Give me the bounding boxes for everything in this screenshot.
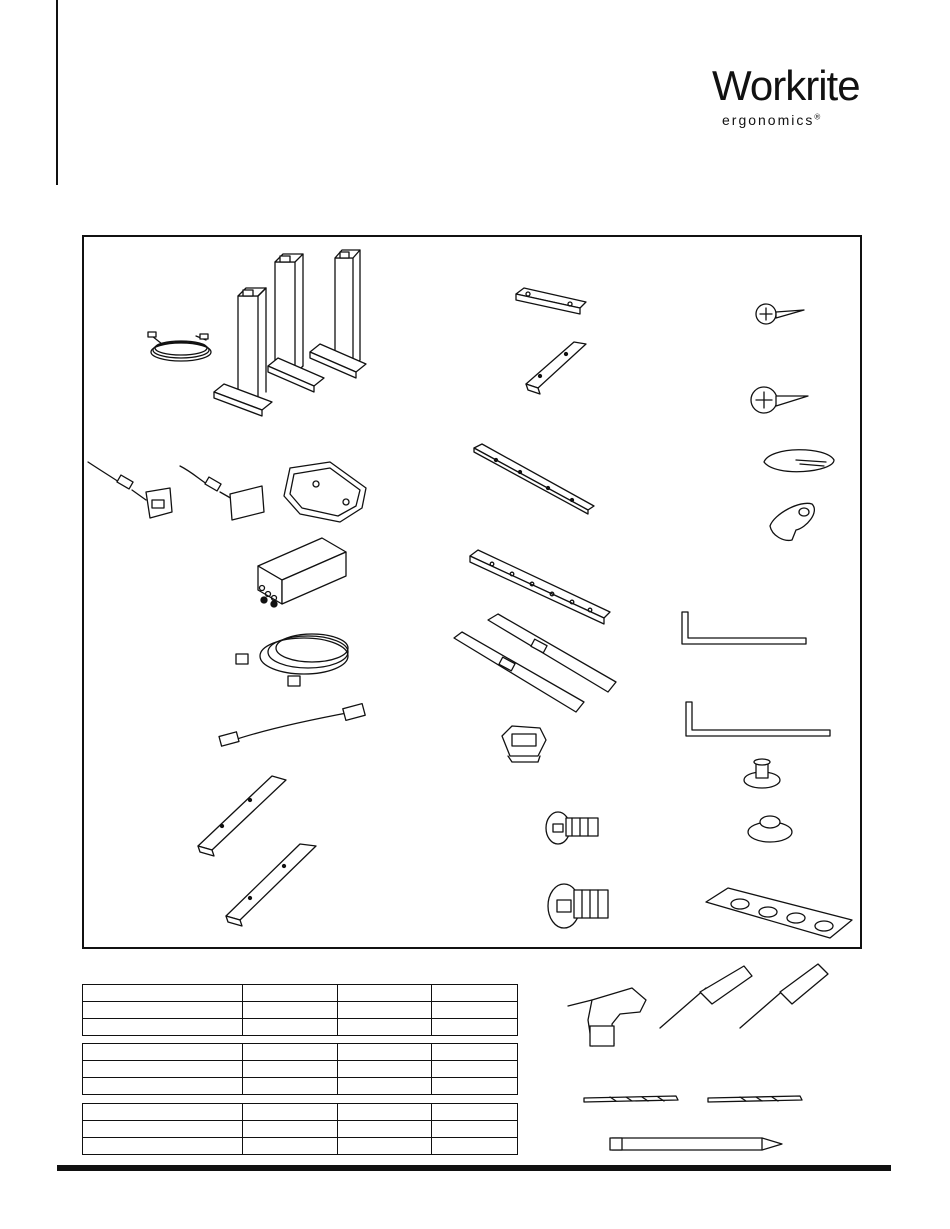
screwdriver-icon <box>740 964 828 1028</box>
pencil-icon <box>610 1138 782 1150</box>
mounting-bracket-icon <box>470 550 610 624</box>
handset-icon <box>180 466 264 520</box>
drill-bit-icon <box>708 1096 802 1102</box>
power-cord-icon <box>236 634 348 686</box>
power-drill-icon <box>568 988 646 1046</box>
glide-icon <box>744 759 780 788</box>
spacer-plate-icon <box>706 888 852 938</box>
leveler-icon <box>502 726 546 762</box>
brand-tagline: ergonomics <box>722 112 815 128</box>
glide-icon <box>748 816 792 842</box>
quantity-table-3 <box>82 1103 518 1155</box>
bracket-icon <box>516 288 586 314</box>
lifting-column-icon <box>268 254 324 392</box>
brand-name: Workrite <box>712 62 860 109</box>
footer-rule <box>57 1165 891 1171</box>
side-rail-icon <box>198 776 286 856</box>
control-box-icon <box>258 538 346 607</box>
cross-rail-icon <box>454 632 584 712</box>
cross-rail-icon <box>488 614 616 692</box>
allen-key-icon <box>682 612 806 644</box>
quantity-table-1 <box>82 984 518 1036</box>
foot-controller-icon <box>284 462 366 522</box>
bolt-icon <box>548 884 608 928</box>
bracket-icon <box>526 342 586 394</box>
screw-icon <box>756 304 804 324</box>
lifting-column-icon <box>214 288 272 416</box>
handset-icon <box>88 462 172 518</box>
lifting-column-icon <box>310 250 366 378</box>
drill-bit-icon <box>584 1096 678 1102</box>
screw-icon <box>751 387 808 413</box>
registered-mark: ® <box>814 112 823 122</box>
allen-key-icon <box>686 702 830 736</box>
side-rail-icon <box>226 844 316 926</box>
extension-cable-icon <box>219 704 365 747</box>
quantity-table-2 <box>82 1043 518 1095</box>
cable-icon <box>148 332 211 361</box>
cable-clip-icon <box>764 450 834 472</box>
mounting-bracket-icon <box>474 444 594 514</box>
screwdriver-icon <box>660 966 752 1028</box>
bolt-icon <box>546 812 598 844</box>
cable-clip-icon <box>770 503 814 540</box>
